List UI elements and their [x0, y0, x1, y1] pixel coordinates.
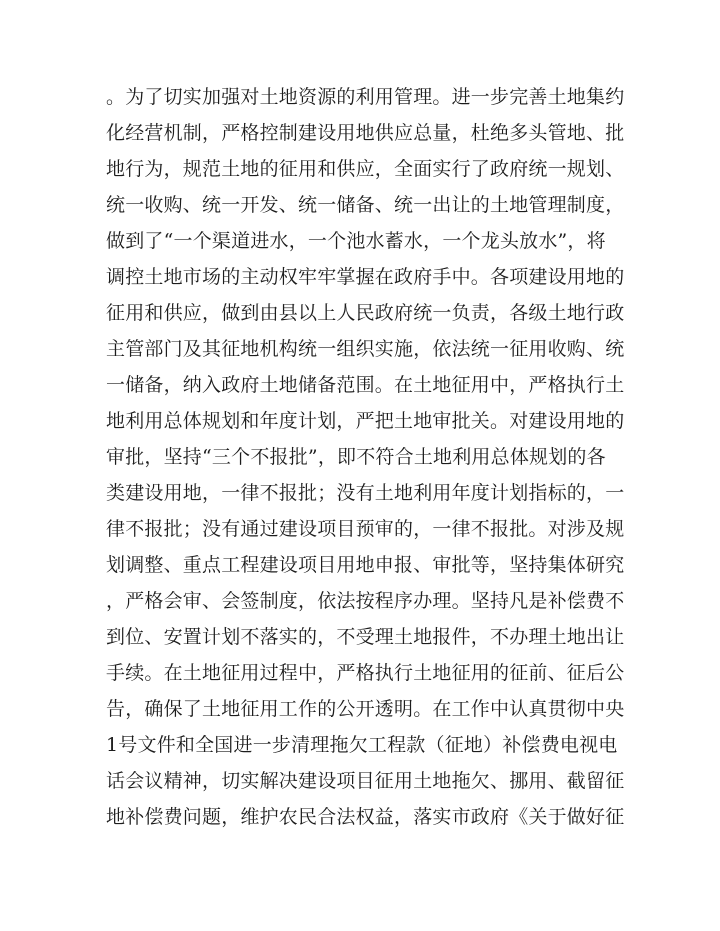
text-line: 做到了“一个渠道进水，一个池水蓄水，一个龙头放水”，将 — [106, 230, 606, 252]
text-line: 告，确保了土地征用工作的公开透明。在工作中认真贯彻中央 — [106, 698, 625, 720]
text-line: 地补偿费问题，维护农民合法权益，落实市政府《关于做好征 — [106, 806, 625, 828]
text-line: 律不报批；没有通过建设项目预审的，一律不报批。对涉及规 — [106, 518, 625, 540]
text-line: 到位、安置计划不落实的，不受理土地报件，不办理土地出让 — [106, 626, 625, 648]
text-line: 1号文件和全国进一步清理拖欠工程款（征地）补偿费电视电 — [106, 734, 618, 756]
text-line: 一储备，纳入政府土地储备范围。在土地征用中，严格执行土 — [106, 374, 625, 396]
text-line: 主管部门及其征地机构统一组织实施，依法统一征用收购、统 — [106, 338, 625, 360]
text-line: 话会议精神，切实解决建设项目征用土地拖欠、挪用、截留征 — [106, 770, 625, 792]
text-line: 统一收购、统一开发、统一储备、统一出让的土地管理制度， — [106, 194, 625, 216]
text-line: 征用和供应，做到由县以上人民政府统一负责，各级土地行政 — [106, 302, 625, 324]
text-line: 化经营机制，严格控制建设用地供应总量，杜绝多头管地、批 — [106, 122, 625, 144]
text-line: 划调整、重点工程建设项目用地申报、审批等，坚持集体研究 — [106, 554, 625, 576]
text-line: ，严格会审、会签制度，依法按程序办理。坚持凡是补偿费不 — [106, 590, 625, 612]
body-text — [106, 79, 626, 835]
text-line: 手续。在土地征用过程中，严格执行土地征用的征前、征后公 — [106, 662, 625, 684]
text-line: 调控土地市场的主动权牢牢掌握在政府手中。各项建设用地的 — [106, 266, 625, 288]
text-line: 地行为，规范土地的征用和供应，全面实行了政府统一规划、 — [106, 158, 625, 180]
text-line: 类建设用地，一律不报批；没有土地利用年度计划指标的，一 — [106, 482, 625, 504]
text-line: 。为了切实加强对土地资源的利用管理。进一步完善土地集约 — [106, 86, 625, 108]
text-line: 地利用总体规划和年度计划，严把土地审批关。对建设用地的 — [106, 410, 625, 432]
text-line: 审批，坚持“三个不报批”，即不符合土地利用总体规划的各 — [106, 446, 606, 468]
